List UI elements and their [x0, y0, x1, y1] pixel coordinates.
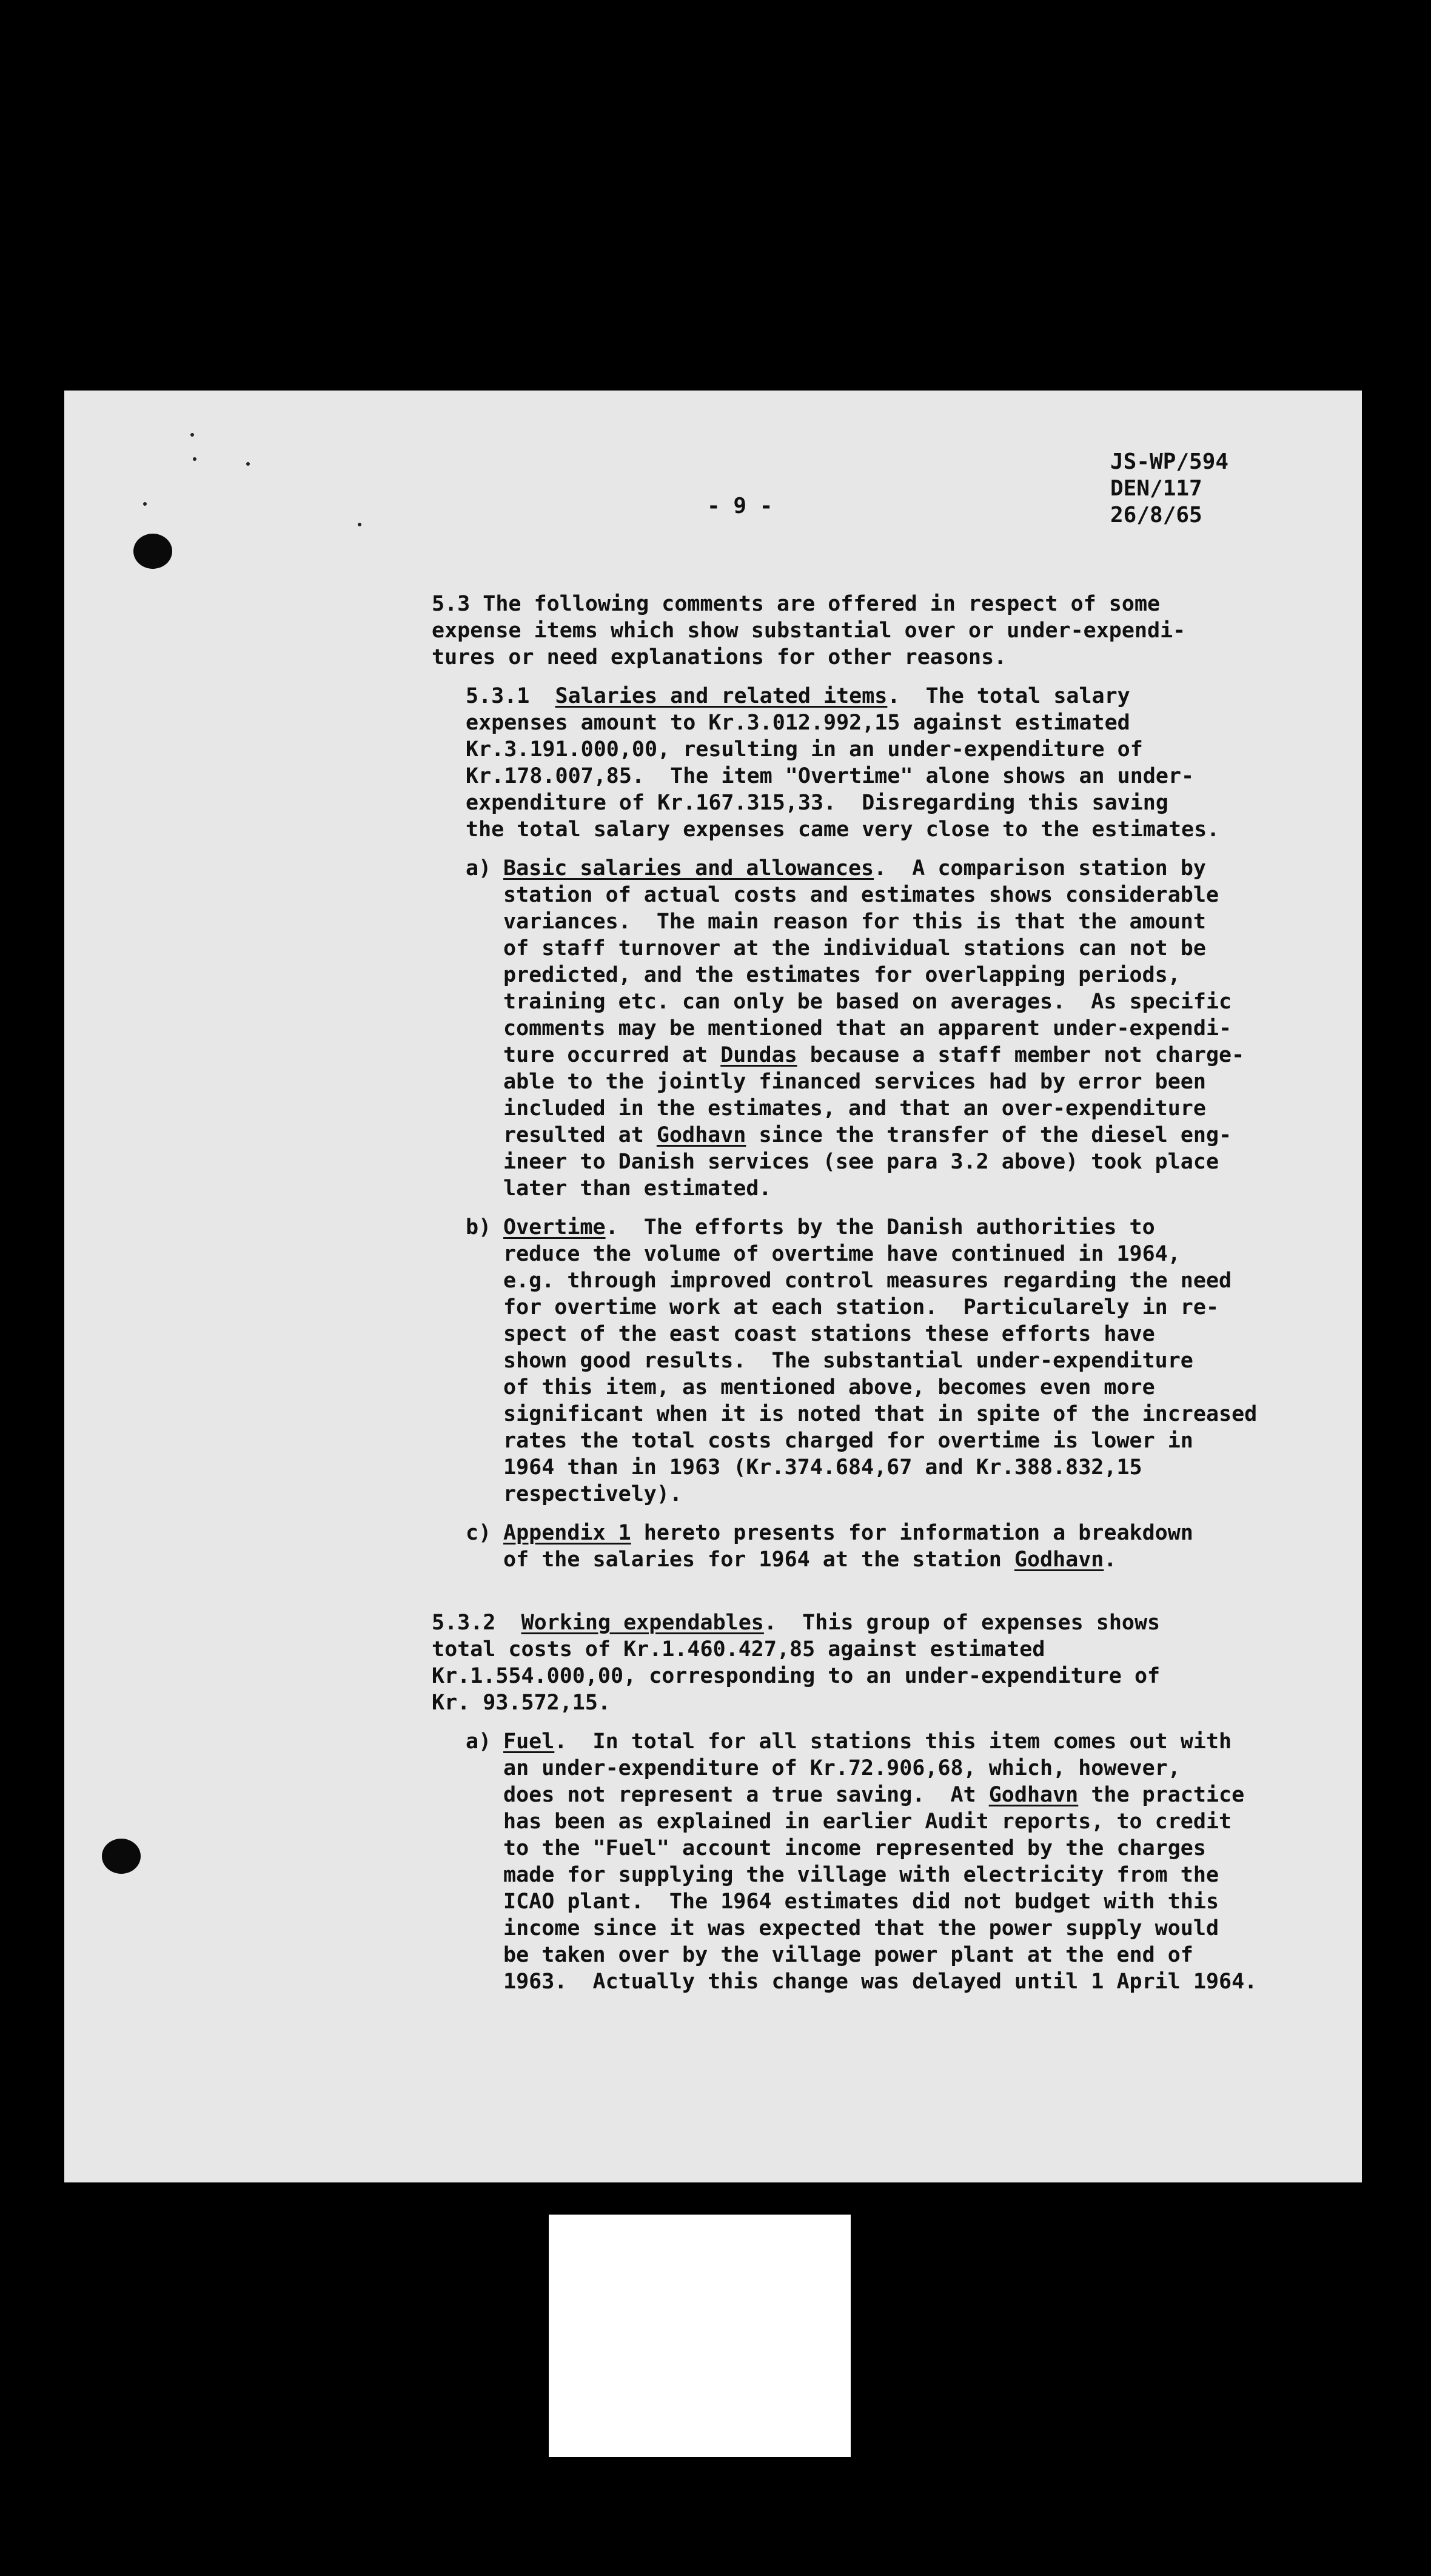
text-line: made for supplying the village with electricity from the [503, 1863, 1219, 1887]
section-heading: Working expendables [521, 1611, 764, 1635]
text-line: 5.3 The following comments are offered in respect of some [432, 592, 1161, 616]
paper-speck [246, 462, 250, 466]
paragraph-5-3 [432, 591, 1347, 671]
text-line [466, 683, 1347, 709]
text-run: resulted at [503, 1123, 657, 1147]
reference-country: DEN/117 [1110, 476, 1202, 501]
item-appendix [432, 1520, 1347, 1573]
item-heading: Fuel [503, 1729, 555, 1754]
text-line: tures or need explanations for other reasons. [432, 645, 1007, 669]
text-line: for overtime work at each station. Particularely in re- [503, 1295, 1219, 1320]
text-line: an under-expenditure of Kr.72.906,68, which, however, [503, 1756, 1181, 1780]
text-run: . This group of expenses shows [763, 1611, 1161, 1635]
text-line: Kr.3.191.000,00, resulting in an under-expenditure of [466, 737, 1143, 762]
text-line: significant when it is noted that in spite of the increased [503, 1402, 1258, 1426]
text-run: . The total salary [887, 684, 1130, 708]
text-line: later than estimated. [503, 1176, 772, 1201]
text-line [466, 1782, 1347, 1808]
item-label: a) [466, 856, 492, 880]
item-heading: Basic salaries and allowances [503, 856, 874, 880]
text-run: of the salaries for 1964 at the station [503, 1548, 1014, 1572]
paper-speck [358, 523, 361, 526]
text-line: able to the jointly financed services had by error been [503, 1070, 1206, 1094]
text-line: spect of the east coast stations these efforts have [503, 1322, 1155, 1346]
text-line: Kr. 93.572,15. [432, 1691, 611, 1715]
blank-label-box [549, 2215, 851, 2457]
place-name-godhavn: Godhavn [656, 1123, 746, 1147]
text-line: be taken over by the village power plant at the end of [503, 1943, 1193, 1967]
text-line [466, 1214, 1347, 1241]
text-run: . [1104, 1548, 1117, 1572]
text-line [466, 1122, 1347, 1149]
text-run: the practice [1078, 1783, 1245, 1807]
text-line: ICAO plant. The 1964 estimates did not budget with this [503, 1890, 1219, 1914]
item-fuel [432, 1728, 1347, 1995]
item-label: a) [466, 1729, 492, 1754]
text-line: 1963. Actually this change was delayed until 1 April 1964. [503, 1970, 1258, 1994]
appendix-reference: Appendix 1 [503, 1521, 631, 1545]
text-run: does not represent a true saving. At [503, 1783, 989, 1807]
paragraph-5-3-2 [432, 1609, 1347, 1716]
text-run: . In total for all stations this item comes out with [554, 1729, 1232, 1754]
text-line [466, 1042, 1347, 1068]
text-line: variances. The main reason for this is that the amount [503, 910, 1206, 934]
document-body [432, 591, 1347, 2007]
place-name-dundas: Dundas [720, 1043, 797, 1067]
page-number: - 9 - [707, 494, 773, 518]
spacer [432, 1585, 1347, 1609]
text-line: of this item, as mentioned above, becomes even more [503, 1375, 1155, 1400]
text-line: total costs of Kr.1.460.427,85 against estimated [432, 1637, 1045, 1662]
text-line: training etc. can only be based on averages. As specific [503, 990, 1232, 1014]
paper-speck [143, 502, 147, 506]
text-line: reduce the volume of overtime have continued in 1964, [503, 1242, 1181, 1266]
text-line: expense items which show substantial over or under-expendi- [432, 619, 1186, 643]
item-label: b) [466, 1215, 492, 1239]
text-line: included in the estimates, and that an over-expenditure [503, 1096, 1206, 1121]
text-line: to the "Fuel" account income represented by the charges [503, 1836, 1206, 1860]
paper-speck [190, 433, 194, 437]
text-run: ture occurred at [503, 1043, 721, 1067]
item-label: c) [466, 1521, 492, 1545]
punch-hole-mark [133, 534, 172, 569]
text-line: comments may be mentioned that an apparent under-expendi- [503, 1016, 1232, 1041]
text-line: 1964 than in 1963 (Kr.374.684,67 and Kr.388.832,15 [503, 1455, 1142, 1480]
text-line [466, 1520, 1347, 1546]
section-number: 5.3.2 [432, 1611, 496, 1635]
text-run: since the transfer of the diesel eng- [746, 1123, 1232, 1147]
text-line: e.g. through improved control measures regarding the need [503, 1269, 1232, 1293]
reference-date: 26/8/65 [1110, 503, 1202, 528]
place-name-godhavn: Godhavn [1014, 1548, 1104, 1572]
document-page [64, 391, 1362, 2182]
item-basic-salaries [432, 855, 1347, 1202]
punch-hole-mark [102, 1839, 141, 1874]
section-number: 5.3.1 [466, 684, 530, 708]
document-reference [1110, 449, 1228, 529]
reference-code: JS-WP/594 [1110, 449, 1229, 474]
text-line: ineer to Danish services (see para 3.2 above) took place [503, 1150, 1219, 1174]
text-line: of staff turnover at the individual stations can not be [503, 936, 1206, 961]
text-run: . The efforts by the Danish authorities to [605, 1215, 1155, 1239]
text-line: the total salary expenses came very close to the estimates. [466, 817, 1220, 842]
text-run: hereto presents for information a breakdown [631, 1521, 1193, 1545]
text-run: . A comparison station by [874, 856, 1206, 880]
place-name-godhavn: Godhavn [988, 1783, 1079, 1807]
paragraph-5-3-1 [432, 683, 1347, 843]
paper-speck [193, 457, 196, 461]
text-line: station of actual costs and estimates shows considerable [503, 883, 1219, 907]
text-line [466, 1728, 1347, 1755]
text-line: Kr.1.554.000,00, corresponding to an under-expenditure of [432, 1664, 1161, 1688]
text-line: predicted, and the estimates for overlapping periods, [503, 963, 1181, 987]
text-line: income since it was expected that the power supply would [503, 1916, 1219, 1940]
text-line [466, 855, 1347, 882]
text-line: respectively). [503, 1482, 683, 1506]
text-run: because a staff member not charge- [797, 1043, 1245, 1067]
text-line: shown good results. The substantial under-expenditure [503, 1349, 1193, 1373]
text-line: expenses amount to Kr.3.012.992,15 against estimated [466, 711, 1130, 735]
item-overtime [432, 1214, 1347, 1508]
section-heading: Salaries and related items [555, 684, 888, 708]
text-line: Kr.178.007,85. The item "Overtime" alone shows an under- [466, 764, 1195, 788]
item-heading: Overtime [503, 1215, 606, 1239]
text-line [432, 1609, 1347, 1636]
text-line: expenditure of Kr.167.315,33. Disregarding this saving [466, 791, 1168, 815]
text-line: has been as explained in earlier Audit reports, to credit [503, 1810, 1232, 1834]
text-line [466, 1546, 1347, 1573]
text-line: rates the total costs charged for overtime is lower in [503, 1429, 1193, 1453]
